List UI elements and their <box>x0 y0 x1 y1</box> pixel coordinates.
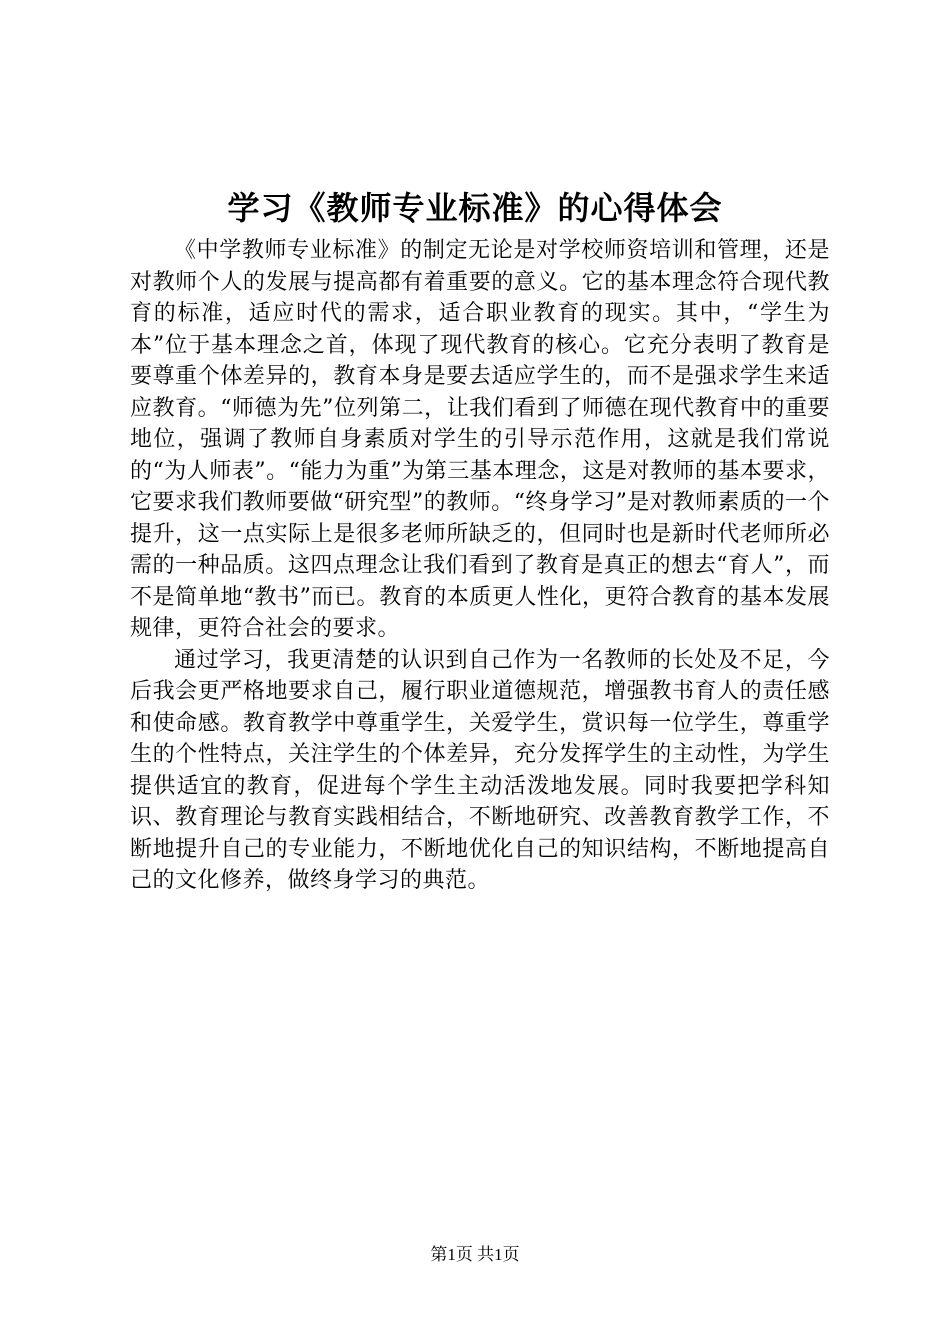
paragraph-2: 通过学习，我更清楚的认识到自己作为一名教师的长处及不足，今后我会更严格地要求自己，履行职业道德规范，增强教书育人的责任感和使命感。教育教学中尊重学生，关爱学生，赏识每一位学生，尊重学生的个性特点，关注学生的个体差异，充分发挥学生的主动性，为学生提供适宜的教育，促进每个学生主动活泼地发展。同时我要把学科知识、教育理论与教育实践相结合，不断地研究、改善教育教学工作，不断地提升自己的专业能力，不断地优化自己的知识结构，不断地提高自己的文化修养，做终身学习的典范。 <box>130 647 830 893</box>
document-body <box>130 235 830 897</box>
paragraph-1: 《中学教师专业标准》的制定无论是对学校师资培训和管理，还是对教师个人的发展与提高都有着重要的意义。它的基本理念符合现代教育的标准，适应时代的需求，适合职业教育的现实。其中，“学生为本”位于基本理念之首，体现了现代教育的核心。它充分表明了教育是要尊重个体差异的，教育本身是要去适应学生的，而不是强求学生来适应教育。“师德为先”位列第二，让我们看到了师德在现代教育中的重要地位，强调了教师自身素质对学生的引导示范作用，这就是我们常说的“为人师表”。“能力为重”为第三基本理念，这是对教师的基本要求，它要求我们教师要做“研究型”的教师。“终身学习”是对教师素质的一个提升，这一点实际上是很多老师所缺乏的，但同时也是新时代老师所必需的一种品质。这四点理念让我们看到了教育是真正的想去“育人”，而不是简单地“教书”而已。教育的本质更人性化，更符合教育的基本发展规律，更符合社会的要求。 <box>130 238 830 641</box>
document-title: 学习《教师专业标准》的心得体会 <box>227 189 723 227</box>
page-footer: 第1页 共1页 <box>430 1245 520 1264</box>
